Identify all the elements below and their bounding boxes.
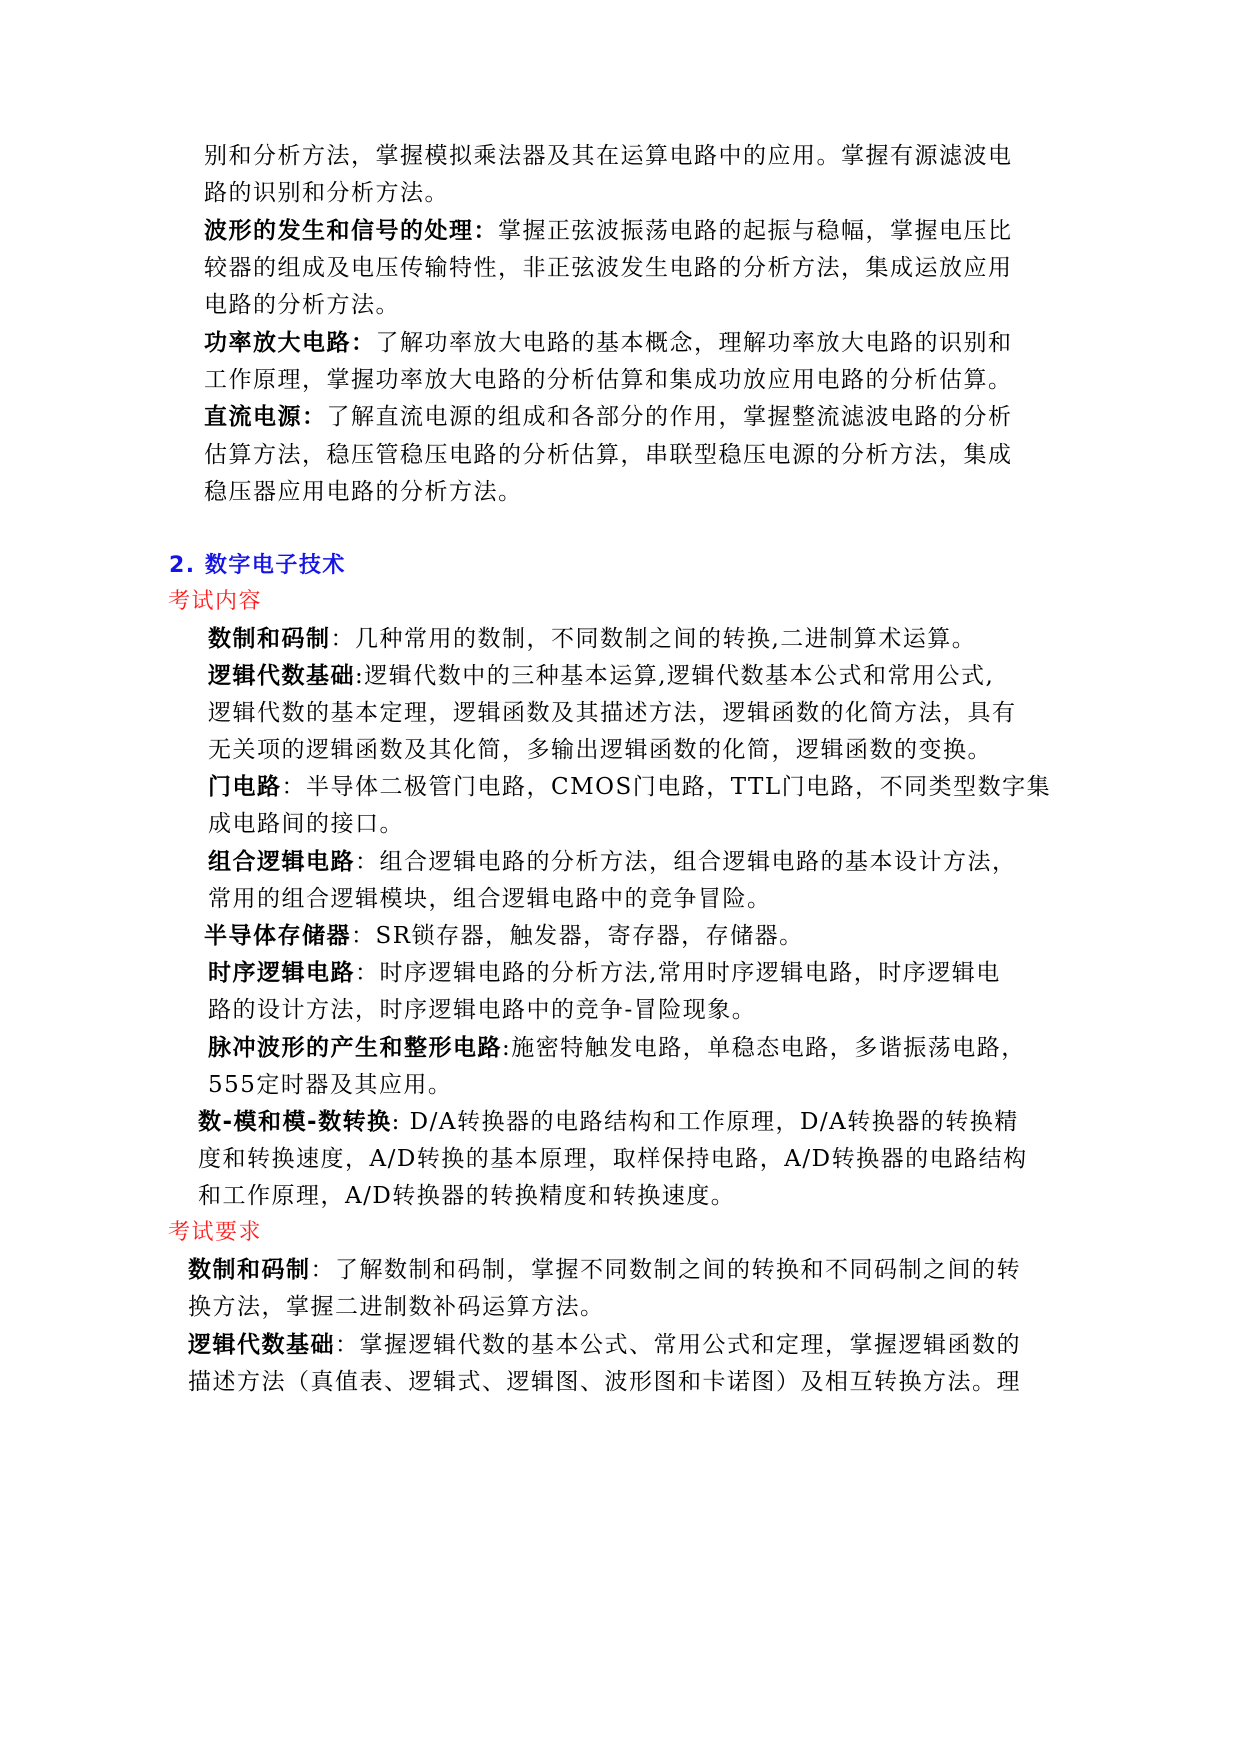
content-item: [208, 772, 1051, 802]
topic-sep: ：: [310, 1257, 335, 1283]
topic-title: 波形的发生和信号的处理：: [204, 218, 498, 244]
content-item: [208, 958, 1001, 988]
topic-title: 门电路: [208, 774, 282, 800]
paragraph-line: 度和转换速度，A/D转换的基本原理，取样保持电路，A/D转换器的电路结构: [198, 1146, 1028, 1172]
topic-sep: ：: [351, 923, 376, 949]
paragraph-line: 稳压器应用电路的分析方法。: [204, 479, 523, 505]
content-item: [208, 624, 976, 654]
topic-title: 功率放大电路：: [204, 330, 376, 356]
paragraph-line: 电路的分析方法。: [204, 292, 400, 318]
topic-title: 时序逻辑电路: [208, 960, 355, 986]
paragraph-line: 和工作原理，A/D转换器的转换精度和转换速度。: [198, 1183, 736, 1209]
exam-content-label: 考试内容: [168, 589, 263, 614]
topic-title: 数制和码制: [208, 626, 331, 652]
content-item: [198, 1107, 1019, 1137]
content-item: [204, 921, 804, 951]
topic-text: 掌握正弦波振荡电路的起振与稳幅，掌握电压比: [498, 218, 1013, 244]
paragraph-line: 估算方法，稳压管稳压电路的分析估算，串联型稳压电源的分析方法，集成: [204, 442, 1013, 468]
topic-title: 逻辑代数基础: [208, 663, 355, 689]
paragraph-line: 较器的组成及电压传输特性，非正弦波发生电路的分析方法，集成运放应用: [204, 255, 1013, 281]
topic-sep: ：: [335, 1332, 360, 1358]
topic-sep: :: [355, 663, 365, 689]
topic-text: 施密特触发电路，单稳态电路，多谐振荡电路，: [511, 1035, 1026, 1061]
topic-text: D/A转换器的电路结构和工作原理，D/A转换器的转换精: [409, 1109, 1019, 1135]
topic-sep: ：: [355, 849, 380, 875]
topic-text: 了解直流电源的组成和各部分的作用，掌握整流滤波电路的分析: [326, 404, 1013, 430]
topic-sep: ：: [355, 960, 380, 986]
topic-title: 数制和码制: [188, 1257, 311, 1283]
topic-sep: :: [502, 1035, 512, 1061]
section-heading: 2. 数字电子技术: [169, 553, 346, 578]
topic-text: 了解数制和码制，掌握不同数制之间的转换和不同码制之间的转: [335, 1257, 1021, 1283]
paragraph-line: 常用的组合逻辑模块，组合逻辑电路中的竞争冒险。: [208, 886, 772, 912]
topic-sep: ：: [330, 626, 355, 652]
topic-title: 数-模和模-数转换: [198, 1109, 392, 1135]
paragraph-line: 描述方法（真值表、逻辑式、逻辑图、波形图和卡诺图）及相互转换方法。理: [188, 1369, 1021, 1395]
topic-waveform: [204, 216, 1013, 246]
topic-text: 逻辑代数中的三种基本运算,逻辑代数基本公式和常用公式,: [364, 663, 995, 689]
requirement-item: [188, 1330, 1021, 1360]
paragraph-line: 路的设计方法，时序逻辑电路中的竞争-冒险现象。: [208, 997, 757, 1023]
content-item: [208, 661, 994, 691]
paragraph-line: 逻辑代数的基本定理，逻辑函数及其描述方法，逻辑函数的化简方法，具有: [208, 700, 1017, 726]
requirement-item: [188, 1255, 1021, 1285]
paragraph-line: 工作原理，掌握功率放大电路的分析估算和集成功放应用电路的分析估算。: [204, 367, 1013, 393]
topic-dc-power: [204, 402, 1013, 432]
topic-text: 几种常用的数制，不同数制之间的转换,二进制算术运算。: [355, 626, 977, 652]
paragraph-line: 无关项的逻辑函数及其化简，多输出逻辑函数的化简，逻辑函数的变换。: [208, 737, 992, 763]
topic-text: SR锁存器，触发器，寄存器，存储器。: [375, 923, 804, 949]
topic-text: 掌握逻辑代数的基本公式、常用公式和定理，掌握逻辑函数的: [359, 1332, 1021, 1358]
topic-text: 了解功率放大电路的基本概念，理解功率放大电路的识别和: [375, 330, 1013, 356]
topic-sep: :: [391, 1109, 410, 1135]
topic-text: 半导体二极管门电路，CMOS门电路，TTL门电路，不同类型数字集: [306, 774, 1052, 800]
paragraph-line: 成电路间的接口。: [208, 811, 404, 837]
topic-title: 直流电源：: [204, 404, 327, 430]
paragraph-line: 别和分析方法，掌握模拟乘法器及其在运算电路中的应用。掌握有源滤波电: [204, 143, 1013, 169]
topic-title: 组合逻辑电路: [208, 849, 355, 875]
paragraph-line: 换方法，掌握二进制数补码运算方法。: [188, 1294, 605, 1320]
paragraph-line: 555定时器及其应用。: [208, 1072, 453, 1098]
paragraph-line: 路的识别和分析方法。: [204, 180, 449, 206]
topic-title: 脉冲波形的产生和整形电路: [208, 1035, 502, 1061]
topic-title: 逻辑代数基础: [188, 1332, 335, 1358]
content-item: [208, 1033, 1026, 1063]
topic-power-amplifier: [204, 328, 1013, 358]
topic-text: 时序逻辑电路的分析方法,常用时序逻辑电路，时序逻辑电: [379, 960, 1001, 986]
exam-requirement-label: 考试要求: [168, 1220, 263, 1245]
content-item: [208, 847, 1017, 877]
topic-sep: ：: [281, 774, 306, 800]
topic-title: 半导体存储器: [204, 923, 351, 949]
topic-text: 组合逻辑电路的分析方法，组合逻辑电路的基本设计方法，: [379, 849, 1017, 875]
